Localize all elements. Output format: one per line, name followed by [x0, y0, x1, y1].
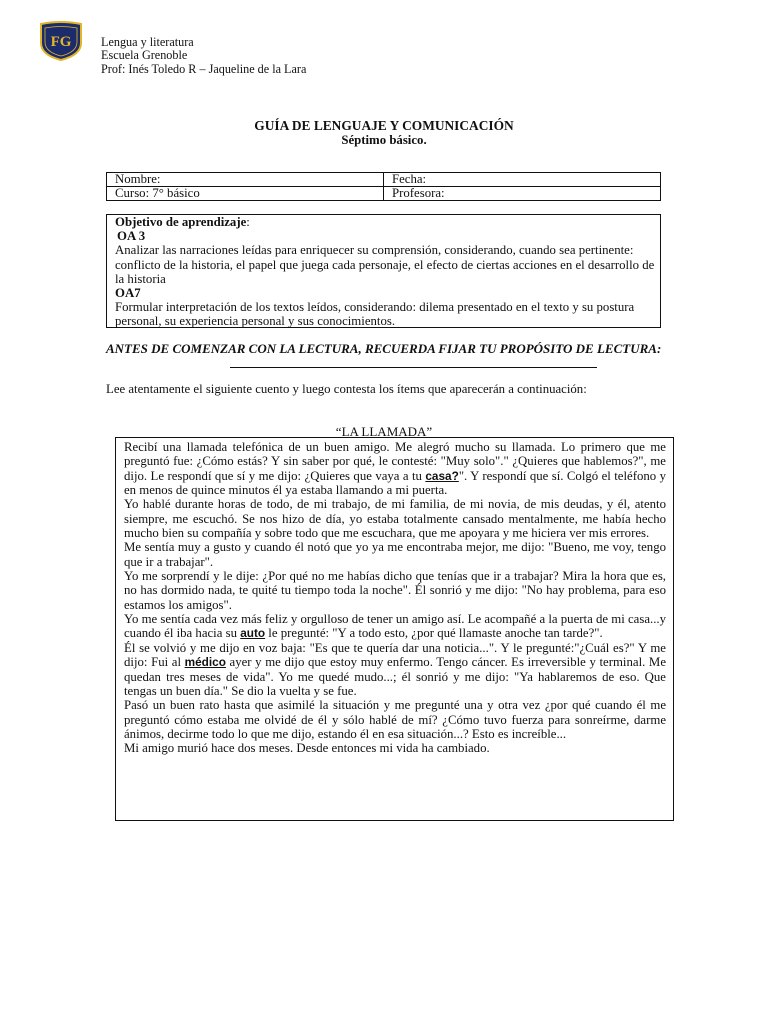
oa7-label: OA7 — [115, 286, 141, 301]
table-row — [107, 187, 661, 201]
story-box — [115, 437, 674, 821]
page-title: GUÍA DE LENGUAJE Y COMUNICACIÓN — [254, 118, 514, 133]
story-paragraph: Me sentía muy a gusto y cuando él notó que yo ya me encontraba mejor, me dijo: "Bueno, me voy, tengo que ir a trabajar". — [124, 540, 666, 569]
story-title: “LA LLAMADA” — [335, 424, 433, 439]
story-paragraph: Yo me sorprendí y le dije: ¿Por qué no me habías dicho que tenías que ir a trabajar? Mira la hora que es, no has dormido nada, te quité tu tiempo toda la noche". Él sonrió y me dijo: "No hay problema, para eso estamos los amigos". — [124, 569, 666, 612]
oa7-text: Formular interpretación de los textos leídos, considerando: dilema presentado en el texto y su postura personal, su experiencia personal y sus conocimientos. — [115, 300, 635, 329]
keyword-casa: casa? — [425, 468, 459, 483]
story-paragraph: Recibí una llamada telefónica de un buen amigo. Me alegró mucho su llamada. Lo primero que me preguntó fue: ¿Cómo estás? Y sin saber por qué, le contesté: "Muy solo"." ¿Quieres que hablemos?", me dijo. Le respondí que sí y me dijo: ¿Quieres que vaya a tu casa?". Y respondí que sí. Colgó el teléfono y en menos de quince minutos él ya estaba llamando a mi puerta. — [124, 440, 666, 498]
logo-letters: FG — [50, 34, 72, 50]
reading-purpose-blank[interactable] — [230, 367, 597, 368]
nombre-field[interactable]: Nombre: — [107, 173, 384, 187]
reading-purpose-warning: ANTES DE COMENZAR CON LA LECTURA, RECUERDA FIJAR TU PROPÓSITO DE LECTURA: — [106, 341, 662, 356]
story-paragraph: Yo hablé durante horas de todo, de mi trabajo, de mi familia, de mi novia, de mis deudas, y él, atento siempre, me escuchó. Se nos hizo de día, yo estaba totalmente cansado mentalmente, me había hecho mucho bien su compañía y sobre todo que me escuchara, que me apoyara y me hiciera ver mis errores. — [124, 497, 666, 541]
school-line: Escuela Grenoble — [101, 48, 188, 63]
instructions: Lee atentamente el siguiente cuento y luego contesta los ítems que aparecerán a continuación: — [106, 382, 587, 396]
story-paragraph: Mi amigo murió hace dos meses. Desde entonces mi vida ha cambiado. — [124, 741, 490, 756]
objective-heading: Objetivo de aprendizaje — [115, 215, 247, 229]
keyword-medico: médico — [184, 655, 226, 670]
subject-line: Lengua y literatura — [101, 35, 194, 49]
learning-objective-box: Objetivo de aprendizaje: OA 3 Analizar las narraciones leídas para enriquecer su comprensión, considerando, cuando sea pertinente: conflicto de la historia, el papel que juega cada personaje, el efecto de ciertas acciones en el desarrollo de la historia OA7 Formular interpretación de los textos leídos, considerando: dilema presentado en el texto y su postura personal, su experiencia personal y sus conocimientos. — [106, 214, 661, 328]
table-row — [107, 173, 661, 187]
oa3-text: Analizar las narraciones leídas para enriquecer su comprensión, considerando, cuando sea pertinente: conflicto de la historia, el papel que juega cada personaje, el efecto de ciertas acciones en el desarrollo de la historia — [115, 243, 655, 286]
teachers-line: Prof: Inés Toledo R – Jaqueline de la Lara — [101, 61, 307, 76]
story-paragraph: Él se volvió y me dijo en voz baja: "Es que te quería dar una noticia...". Y le pregunté:"¿Cuál es?" Y me dijo: Fui al médico ayer y me dijo que estoy muy enfermo. Tengo cáncer. Es irreversible y terminal. Me quedan tres meses de vida". Yo me quedé mudo...; él sonrió y me dijo: "Ya hablaremos de eso. Que tengas un buen día." Se dio la vuelta y se fue. — [124, 640, 666, 698]
profesora-field[interactable]: Profesora: — [384, 187, 661, 201]
oa3-label: OA 3 — [117, 229, 146, 244]
school-logo — [38, 21, 84, 61]
fecha-field[interactable]: Fecha: — [384, 173, 661, 187]
story-paragraph: Pasó un buen rato hasta que asimilé la situación y me pregunté una y otra vez ¿por qué cuando él me preguntó cómo estaba me olvidé de él y sólo hablé de mí? ¿Cómo tuvo fuerza para sonreírme, darme ánimos, decirme todo lo que me dijo, estando él en esa situación...? Esto es increíble... — [124, 698, 666, 741]
story-paragraph: Yo me sentía cada vez más feliz y orgulloso de tener un amigo así. Le acompañé a la puerta de mi casa...y cuando él iba hacia su auto le pregunté: "Y a todo esto, ¿por qué llamaste anoche tan tarde?". — [124, 612, 666, 641]
keyword-auto: auto — [240, 626, 266, 641]
page-subtitle: Séptimo básico. — [341, 133, 427, 147]
student-info-table — [106, 172, 661, 201]
header-info — [101, 36, 306, 76]
curso-field[interactable]: Curso: 7° básico — [107, 187, 384, 201]
